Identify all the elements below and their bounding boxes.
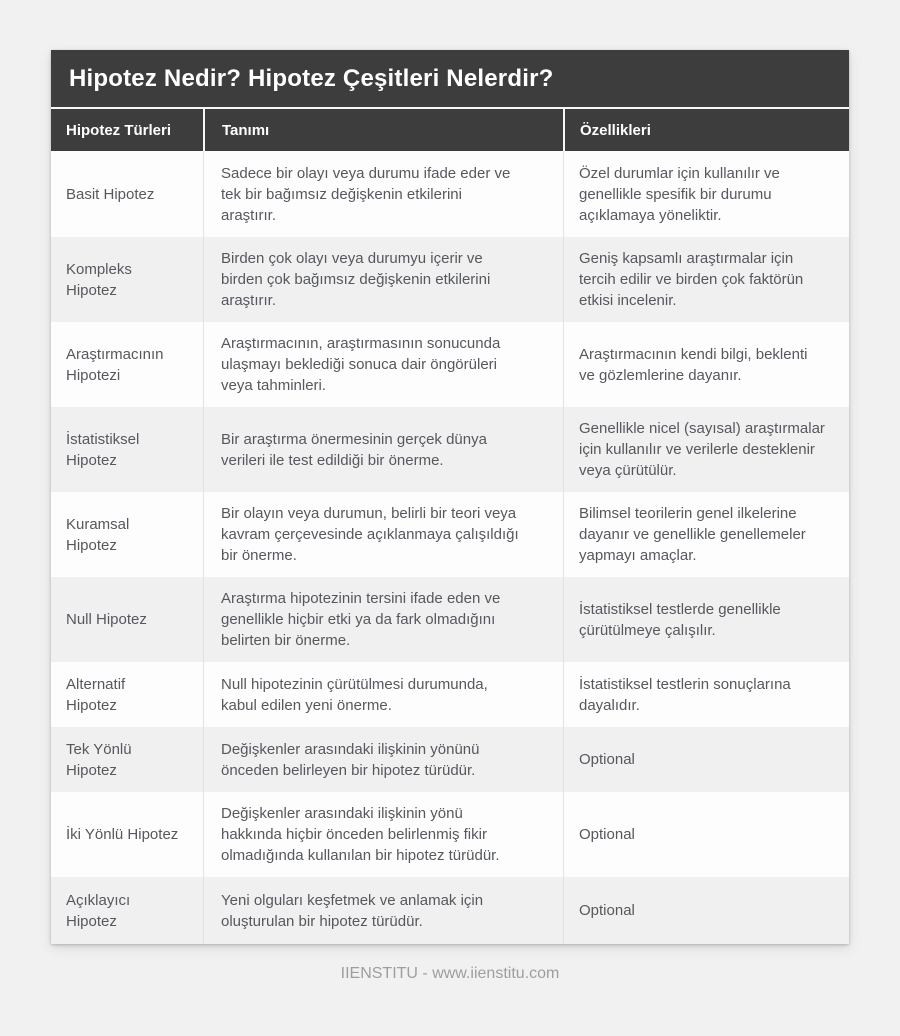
cell-text: Null Hipotez — [66, 611, 147, 628]
cell-definition — [203, 151, 563, 237]
cell-features — [563, 492, 849, 577]
cell-text: Kompleks Hipotez — [66, 260, 132, 299]
cell-features — [563, 151, 849, 237]
cell-hypothesis-type — [51, 151, 203, 237]
cell-text: İki Yönlü Hipotez — [66, 826, 179, 843]
cell-definition — [203, 727, 563, 792]
cell-text: Araştırmacının, araştırmasının sonucunda ulaşmayı beklediği sonuca dair öngörüleri veya tahminleri. — [221, 335, 501, 394]
cell-hypothesis-type — [51, 662, 203, 727]
cell-features — [563, 792, 849, 877]
cell-features — [563, 577, 849, 662]
cell-hypothesis-type — [51, 322, 203, 407]
table-row — [51, 792, 849, 877]
cell-hypothesis-type — [51, 727, 203, 792]
cell-text: Bir olayın veya durumun, belirli bir teori veya kavram çerçevesinde açıklanmaya çalışıldığı bir önerme. — [221, 505, 519, 564]
cell-text: Null hipotezinin çürütülmesi durumunda, kabul edilen yeni önerme. — [221, 675, 488, 714]
cell-hypothesis-type — [51, 877, 203, 944]
table-body — [51, 151, 849, 944]
infographic-card — [51, 50, 849, 944]
cell-hypothesis-type — [51, 492, 203, 577]
cell-text: Sadece bir olayı veya durumu ifade eder ve tek bir bağımsız değişkenin etkilerini araştırır. — [221, 164, 511, 224]
table-row — [51, 407, 849, 492]
cell-text: İstatistiksel testlerin sonuçlarına dayalıdır. — [579, 675, 791, 714]
cell-text: Araştırma hipotezinin tersini ifade eden ve genellikle hiçbir etki ya da fark olmadığını belirten bir önerme. — [221, 590, 501, 649]
cell-definition — [203, 407, 563, 492]
table-row — [51, 662, 849, 727]
cell-features — [563, 237, 849, 322]
table-row — [51, 322, 849, 407]
cell-text: Basit Hipotez — [66, 185, 155, 203]
cell-hypothesis-type — [51, 577, 203, 662]
cell-text: İstatistiksel testlerde genellikle çürütülmeye çalışılır. — [579, 600, 781, 639]
cell-text: İstatistiksel Hipotez — [66, 430, 140, 469]
table-row — [51, 237, 849, 322]
cell-features — [563, 662, 849, 727]
cell-text: Bir araştırma önermesinin gerçek dünya verileri ile test edildiği bir önerme. — [221, 430, 487, 469]
cell-hypothesis-type — [51, 407, 203, 492]
table-row — [51, 727, 849, 792]
table-row — [51, 492, 849, 577]
cell-text: Geniş kapsamlı araştırmalar için tercih edilir ve birden çok faktörün etkisi incelenir. — [579, 250, 804, 309]
cell-text: Optional — [579, 902, 635, 919]
cell-features — [563, 407, 849, 492]
cell-text: Yeni olguları keşfetmek ve anlamak için oluşturulan bir hipotez türüdür. — [221, 891, 484, 930]
cell-text: Özel durumlar için kullanılır ve genellikle spesifik bir durumu açıklamaya yöneliktir. — [579, 164, 780, 224]
cell-features — [563, 727, 849, 792]
cell-text: Alternatif Hipotez — [66, 675, 126, 714]
column-header-hypothesis-types: Hipotez Türleri — [66, 121, 172, 139]
cell-text: Bilimsel teorilerin genel ilkelerine dayanır ve genellikle genellemeler yapmayı amaçlar. — [579, 505, 806, 564]
table-row — [51, 577, 849, 662]
cell-definition — [203, 322, 563, 407]
cell-definition — [203, 877, 563, 944]
cell-features — [563, 877, 849, 944]
cell-text: Araştırmacının Hipotezi — [66, 345, 164, 384]
footer-attribution: IIENSTITU - www.iienstitu.com — [340, 965, 560, 982]
cell-text: Optional — [579, 826, 635, 843]
cell-text: Değişkenler arasındaki ilişkinin yönünü önceden belirleyen bir hipotez türüdür. — [221, 740, 480, 779]
cell-definition — [203, 577, 563, 662]
cell-text: Birden çok olayı veya durumyu içerir ve birden çok bağımsız değişkenin etkilerini araştırır. — [221, 250, 491, 309]
cell-definition — [203, 492, 563, 577]
cell-features — [563, 322, 849, 407]
cell-text: Araştırmacının kendi bilgi, beklenti ve gözlemlerine dayanır. — [579, 345, 808, 384]
table-row — [51, 151, 849, 237]
cell-text: Tek Yönlü Hipotez — [66, 740, 132, 779]
cell-text: Optional — [579, 751, 635, 768]
cell-text: Genellikle nicel (sayısal) araştırmalar için kullanılır ve verilerle desteklenir veya çürütülür. — [579, 420, 825, 479]
table-row — [51, 877, 849, 944]
cell-text: Kuramsal Hipotez — [66, 515, 130, 554]
cell-text: Açıklayıcı Hipotez — [66, 891, 131, 930]
column-header-features: Özellikleri — [563, 109, 849, 151]
cell-definition — [203, 237, 563, 322]
cell-definition — [203, 792, 563, 877]
cell-hypothesis-type — [51, 792, 203, 877]
table-header-row — [51, 107, 849, 151]
column-header-definition: Tanımı — [203, 109, 563, 151]
cell-definition — [203, 662, 563, 727]
page-title: Hipotez Nedir? Hipotez Çeşitleri Nelerdir? — [51, 50, 849, 107]
cell-text: Değişkenler arasındaki ilişkinin yönü hakkında hiçbir önceden belirlenmiş fikir olmadığında kullanılan bir hipotez türüdür. — [221, 805, 500, 864]
cell-hypothesis-type — [51, 237, 203, 322]
